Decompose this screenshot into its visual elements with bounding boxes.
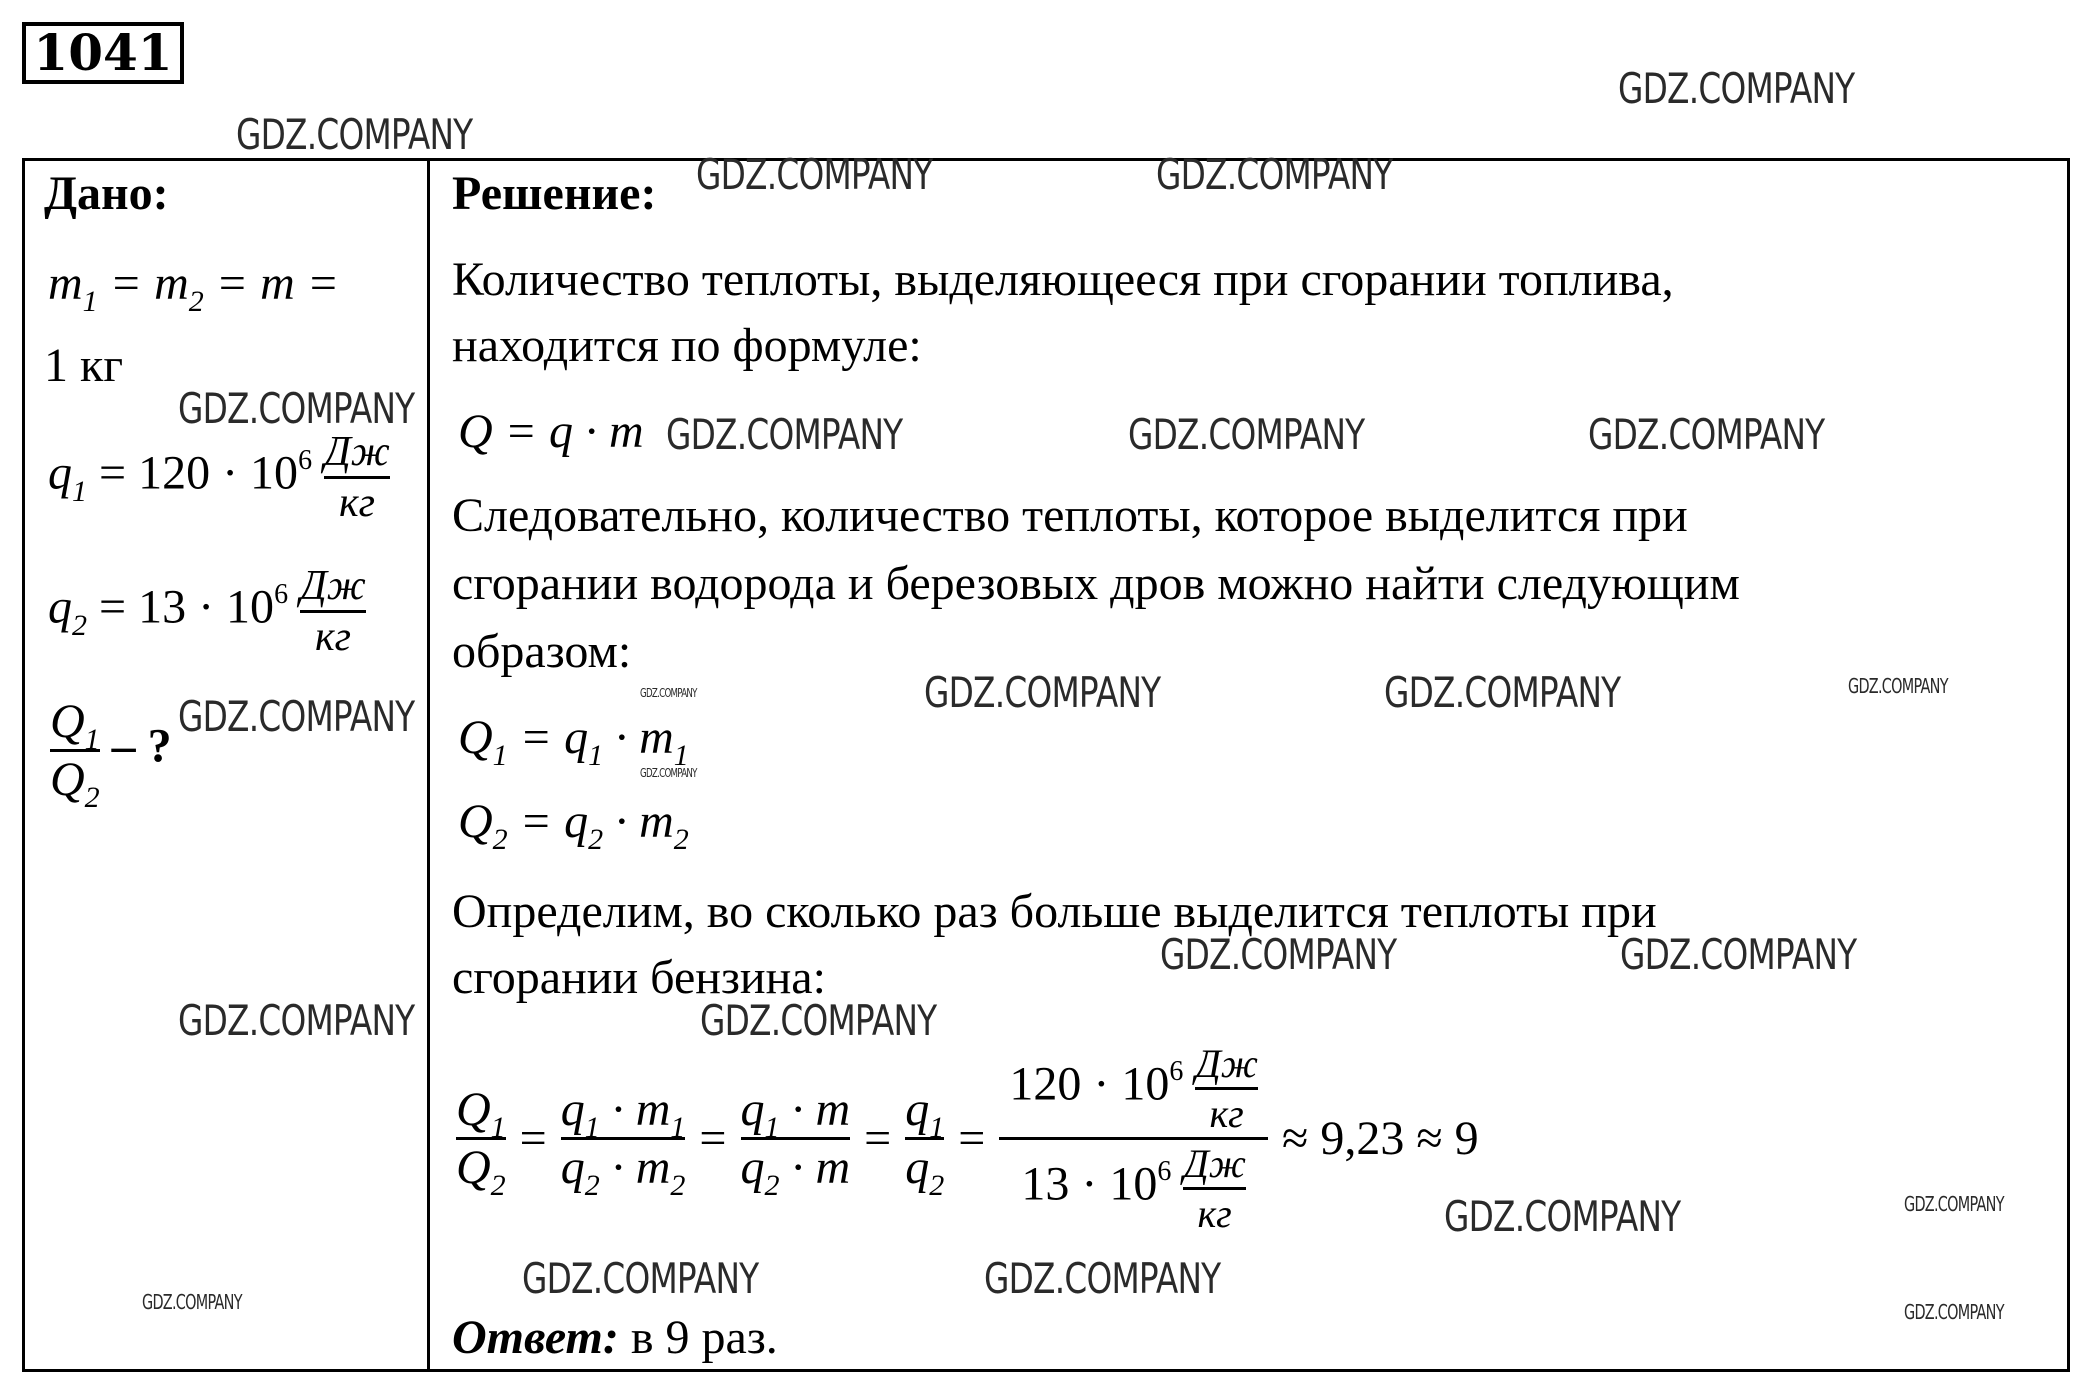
watermark: GDZ.COMPANY — [984, 1254, 1221, 1303]
solution-line-4: сгорании водорода и березовых дров можно найти следующим — [452, 557, 1740, 610]
solution-line-3: Следовательно, количество теплоты, которое выделится при — [452, 489, 1688, 542]
find-fraction: $\frac{Q_1}{Q_2}$ — [50, 695, 100, 814]
watermark: GDZ.COMPANY — [1384, 668, 1621, 717]
solution-line-6: Определим, во сколько раз больше выделится теплоты при — [452, 885, 1657, 938]
column-divider — [427, 158, 430, 1372]
solution-line-1: Количество теплоты, выделяющееся при сгорании топлива, — [452, 253, 1674, 306]
given-mass-value: 1 кг — [44, 339, 124, 392]
q1-unit-fraction: $\frac{Дж}{кг}$ — [324, 429, 390, 526]
given-mass-equation: $m_1 = m_2 = m$ = — [48, 257, 340, 318]
answer — [452, 1310, 778, 1365]
watermark: GDZ.COMPANY — [1444, 1192, 1681, 1241]
solution-line-5: образом: — [452, 625, 632, 678]
watermark: GDZ.COMPANY — [142, 1290, 242, 1314]
given-find: $\frac{Q_1}{Q_2}$ – ? — [50, 695, 172, 814]
problem-number: 1041 — [22, 22, 184, 84]
heat-formula: Q = q · m — [458, 405, 644, 458]
watermark: GDZ.COMPANY — [666, 410, 903, 459]
solution-line-7: сгорании бензина: — [452, 951, 826, 1004]
equation-q2: $Q_2 = q_2 \cdot m_2$ — [458, 795, 689, 856]
watermark: GDZ.COMPANY — [1848, 674, 1948, 698]
ratio-q-simple-fraction: $\frac{q_1}{q_2}$ — [905, 1083, 945, 1202]
ratio-qm-fraction: $\frac{q_1 \cdot m}{q_2 \cdot m}$ — [740, 1083, 851, 1202]
watermark: GDZ.COMPANY — [700, 996, 937, 1045]
watermark: GDZ.COMPANY — [924, 668, 1161, 717]
watermark: GDZ.COMPANY — [1128, 410, 1365, 459]
ratio-equation: $\frac{Q_1}{Q_2}$ = $\frac{q_1 \cdot m_1}{q_2 \cdot m_2}$ = $\frac{q_1 \cdot m}{q_2 \cdot m}$ = $\frac{q_1}{q_2}$ = $120 \cdot 10^6$ $\frac{Дж}{кг}$ $13 \cdot 10^6$ $\frac{Дж}{кг}$ ≈ 9,23 ≈ 9 — [456, 1041, 1479, 1236]
ratio-q-fraction: $\frac{Q_1}{Q_2}$ — [456, 1083, 506, 1202]
watermark: GDZ.COMPANY — [640, 766, 697, 780]
given-q2: $q_2 = 13 \cdot 10^6$ $\frac{Дж}{кг}$ — [48, 563, 366, 660]
watermark: GDZ.COMPANY — [1620, 930, 1857, 979]
given-heading: Дано: — [44, 167, 169, 220]
watermark: GDZ.COMPANY — [178, 996, 415, 1045]
ratio-qm-indexed-fraction: $\frac{q_1 \cdot m_1}{q_2 \cdot m_2}$ — [560, 1083, 686, 1202]
watermark: GDZ.COMPANY — [640, 686, 697, 700]
given-q1: $q_1 = 120 \cdot 10^6$ $\frac{Дж}{кг}$ — [48, 429, 390, 526]
solution-line-2: находится по формуле: — [452, 319, 922, 372]
watermark: GDZ.COMPANY — [696, 150, 933, 199]
watermark: GDZ.COMPANY — [1904, 1300, 2004, 1324]
watermark: GDZ.COMPANY — [178, 692, 415, 741]
answer-label: Ответ: — [452, 1311, 619, 1364]
watermark: GDZ.COMPANY — [1160, 930, 1397, 979]
watermark: GDZ.COMPANY — [178, 384, 415, 433]
watermark: GDZ.COMPANY — [1588, 410, 1825, 459]
solution-heading: Решение: — [452, 167, 657, 220]
answer-text: в 9 раз. — [618, 1311, 778, 1364]
ratio-numeric-fraction: $120 \cdot 10^6$ $\frac{Дж}{кг}$ $13 \cdot 10^6$ $\frac{Дж}{кг}$ — [999, 1040, 1268, 1237]
watermark: GDZ.COMPANY — [1618, 64, 1855, 113]
watermark: GDZ.COMPANY — [1156, 150, 1393, 199]
equation-q1: $Q_1 = q_1 \cdot m_1$ — [458, 711, 689, 772]
watermark: GDZ.COMPANY — [522, 1254, 759, 1303]
watermark: GDZ.COMPANY — [236, 110, 473, 159]
watermark: GDZ.COMPANY — [1904, 1192, 2004, 1216]
q2-unit-fraction: $\frac{Дж}{кг}$ — [300, 563, 366, 660]
